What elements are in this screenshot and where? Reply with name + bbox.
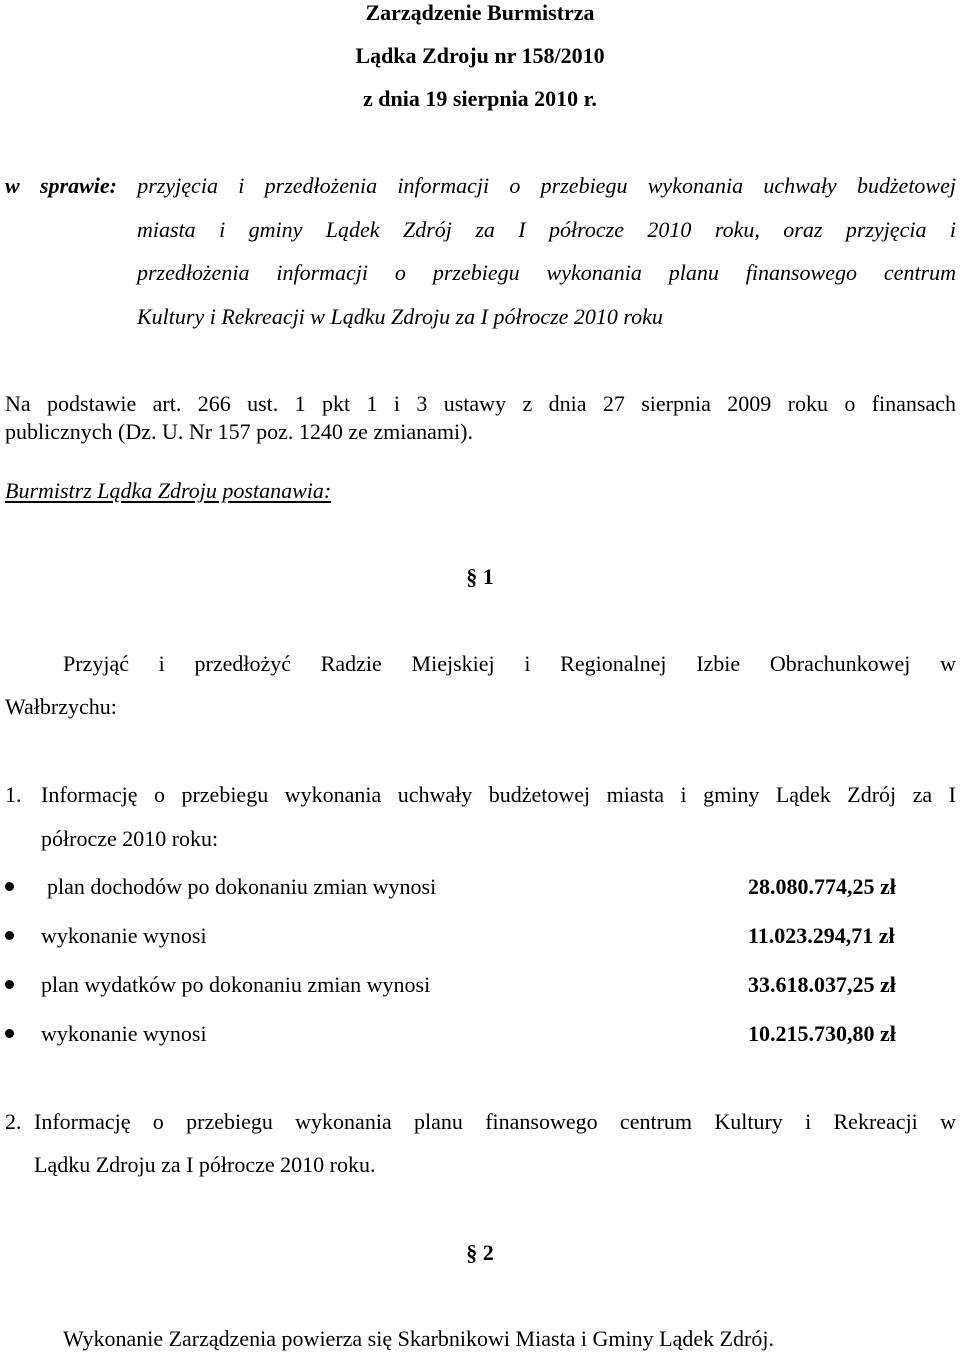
subject-line-3: przedłożenia informacji o przebiegu wykonania planu finansowego centrum [137,260,956,285]
item-2-line-1: Informację o przebiegu wykonania planu finansowego centrum Kultury i Rekreacji w [34,1109,956,1134]
subject-text-1: przyjęcia i przedłożenia informacji o przebiegu wykonania uchwały budżetowej [137,173,956,198]
bullet-dot-icon [5,1029,14,1038]
decree-heading: Burmistrz Lądka Zdroju postanawia: [5,478,332,503]
title-line-3: z dnia 19 sierpnia 2010 r. [363,86,597,111]
bullet-4-amount: 10.215.730,80 zł [748,1021,896,1046]
item-1-line-2: półrocze 2010 roku: [41,826,219,851]
item-2-number: 2. [5,1109,22,1134]
item-1-number: 1. [5,782,22,807]
bullet-dot-icon [5,931,14,940]
bullet-4-label: wykonanie wynosi [41,1021,207,1046]
subject-line-2: miasta i gminy Lądek Zdrój za I półrocze 2010 roku, oraz przyjęcia i [137,217,956,242]
bullet-3-label: plan wydatków po dokonaniu zmian wynosi [41,972,431,997]
subject-line-4: Kultury i Rekreacji w Lądku Zdroju za I półrocze 2010 roku [137,304,663,329]
section-2-label: § 2 [466,1240,494,1265]
item-2-line-2: Lądku Zdroju za I półrocze 2010 roku. [34,1152,376,1177]
section-2-text: Wykonanie Zarządzenia powierza się Skarbnikowi Miasta i Gminy Lądek Zdrój. [63,1326,774,1351]
bullet-3-amount: 33.618.037,25 zł [748,972,896,997]
basis-line-1: Na podstawie art. 266 ust. 1 pkt 1 i 3 ustawy z dnia 27 sierpnia 2009 roku o finansach [5,391,956,416]
bullet-2-label: wykonanie wynosi [41,923,207,948]
bullet-2-amount: 11.023.294,71 zł [748,923,895,948]
section-1-intro-line-2: Wałbrzychu: [5,694,117,719]
title-line-1: Zarządzenie Burmistrza [365,0,595,25]
subject-line-1 [5,175,956,197]
bullet-dot-icon [5,882,14,891]
basis-line-2: publicznych (Dz. U. Nr 157 poz. 1240 ze zmianami). [5,419,473,444]
subject-label: w sprawie: [5,173,117,198]
title-line-2: Lądka Zdroju nr 158/2010 [355,43,605,68]
item-1-line-1: Informację o przebiegu wykonania uchwały budżetowej miasta i gminy Lądek Zdrój za I [41,782,956,807]
bullet-dot-icon [5,980,14,989]
section-1-label: § 1 [466,564,494,589]
bullet-1-amount: 28.080.774,25 zł [748,874,896,899]
section-1-intro-line-1: Przyjąć i przedłożyć Radzie Miejskiej i Regionalnej Izbie Obrachunkowej w [63,651,956,676]
bullet-1-label: plan dochodów po dokonaniu zmian wynosi [47,874,437,899]
